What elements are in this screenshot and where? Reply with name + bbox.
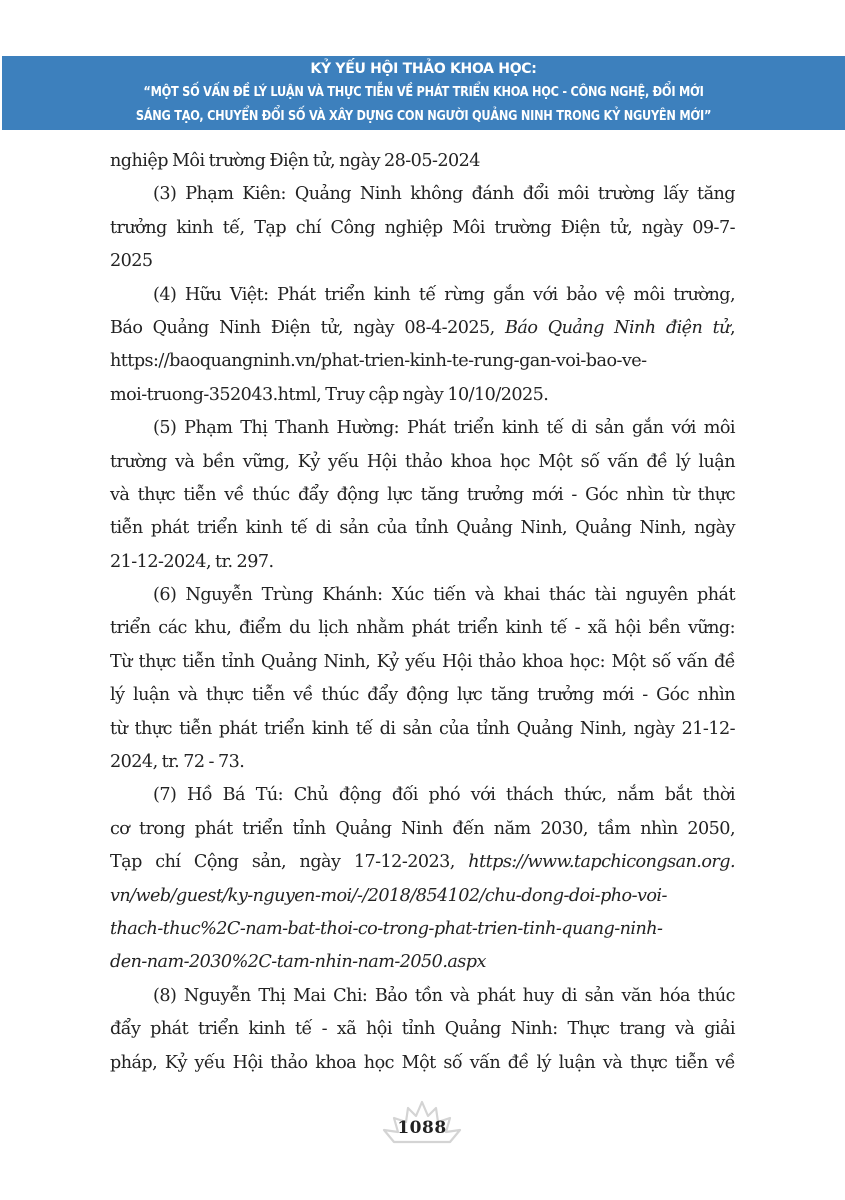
text-fragment: Tạp chí Cộng sản, ngày 17-12-2023, — [110, 852, 469, 873]
italic-url: thach-thuc%2C-nam-bat-thoi-co-trong-phat-trien-tinh-quang-ninh- — [110, 918, 663, 939]
reference-8-line: (8) Nguyễn Thị Mai Chi: Bảo tồn và phát huy di sản văn hóa thúc — [153, 985, 735, 1006]
italic-url: den-nam-2030%2C-tam-nhin-nam-2050.aspx — [110, 952, 486, 973]
text-line: 2024, tr. 72 - 73. — [110, 752, 245, 773]
text-line: nghiệp Môi trường Điện tử, ngày 28-05-2024 — [110, 151, 480, 171]
text-line: 21-12-2024, tr. 297. — [110, 551, 274, 572]
reference-5-line: (5) Phạm Thị Thanh Hường: Phát triển kinh tế di sản gắn với môi — [153, 418, 735, 439]
references-body — [110, 145, 735, 1080]
header-banner — [2, 56, 845, 130]
italic-url-line — [110, 880, 735, 913]
text-line: từ thực tiễn phát triển kinh tế di sản của tỉnh Quảng Ninh, ngày 21-12- — [110, 718, 735, 739]
reference-7-line: (7) Hồ Bá Tú: Chủ động đối phó với thách thức, nắm bắt thời — [153, 785, 735, 806]
text-line — [110, 846, 735, 879]
header-subtitle-line-1: “MỘT SỐ VẤN ĐỀ LÝ LUẬN VÀ THỰC TIỄN VỀ PHÁT TRIỂN KHOA HỌC - CÔNG NGHỆ, ĐỔI MỚI — [143, 85, 704, 100]
reference-6-line: (6) Nguyễn Trùng Khánh: Xúc tiến và khai thác tài nguyên phát — [153, 585, 735, 606]
header-subtitle-line-2: SÁNG TẠO, CHUYỂN ĐỔI SỐ VÀ XÂY DỰNG CON NGƯỜI QUẢNG NINH TRONG KỶ NGUYÊN MỚI” — [135, 109, 712, 124]
text-line: lý luận và thực tiễn về thúc đẩy động lực tăng trưởng mới - Góc nhìn — [110, 685, 735, 706]
page-number-ornament — [372, 1098, 472, 1148]
text-line — [110, 312, 735, 345]
reference-3-line: (3) Phạm Kiên: Quảng Ninh không đánh đổi môi trường lấy tăng — [153, 184, 735, 205]
italic-url-line — [110, 946, 735, 979]
text-fragment: Báo Quảng Ninh Điện tử, ngày 08-4-2025, — [110, 317, 506, 338]
text-line: triển các khu, điểm du lịch nhằm phát triển kinh tế - xã hội bền vững: — [110, 618, 735, 639]
text-line: và thực tiễn về thúc đẩy động lực tăng trưởng mới - Góc nhìn từ thực — [110, 484, 735, 505]
text-line: tiễn phát triển kinh tế di sản của tỉnh Quảng Ninh, Quảng Ninh, ngày — [110, 518, 735, 539]
text-fragment: , — [729, 317, 735, 338]
text-line: moi-truong-352043.html, Truy cập ngày 10/10/2025. — [110, 384, 549, 405]
text-line: trưởng kinh tế, Tạp chí Công nghiệp Môi trường Điện tử, ngày 09-7- — [110, 217, 735, 238]
text-line: Từ thực tiễn tỉnh Quảng Ninh, Kỷ yếu Hội thảo khoa học: Một số vấn đề — [110, 651, 735, 672]
text-line: cơ trong phát triển tỉnh Quảng Ninh đến năm 2030, tầm nhìn 2050, — [110, 818, 735, 839]
header-title: KỶ YẾU HỘI THẢO KHOA HỌC: — [310, 61, 537, 77]
italic-url-line — [110, 913, 735, 946]
italic-url: https://www.tapchicongsan.org. — [468, 852, 735, 873]
text-line: đẩy phát triển kinh tế - xã hội tỉnh Quảng Ninh: Thực trang và giải — [110, 1019, 735, 1040]
text-line: 2025 — [110, 251, 153, 272]
text-line: pháp, Kỷ yếu Hội thảo khoa học Một số vấn đề lý luận và thực tiễn về — [110, 1052, 735, 1073]
page-number: 1088 — [397, 1118, 447, 1138]
text-line: trường và bền vững, Kỷ yếu Hội thảo khoa học Một số vấn đề lý luận — [110, 451, 735, 472]
italic-url: vn/web/guest/ky-nguyen-moi/-/2018/854102/chu-dong-doi-pho-voi- — [110, 885, 667, 906]
url-line: https://baoquangninh.vn/phat-trien-kinh-te-rung-gan-voi-bao-ve- — [110, 351, 647, 372]
italic-source-title: Báo Quảng Ninh điện tử — [505, 317, 730, 338]
reference-4-line: (4) Hữu Việt: Phát triển kinh tế rừng gắn với bảo vệ môi trường, — [153, 284, 735, 305]
